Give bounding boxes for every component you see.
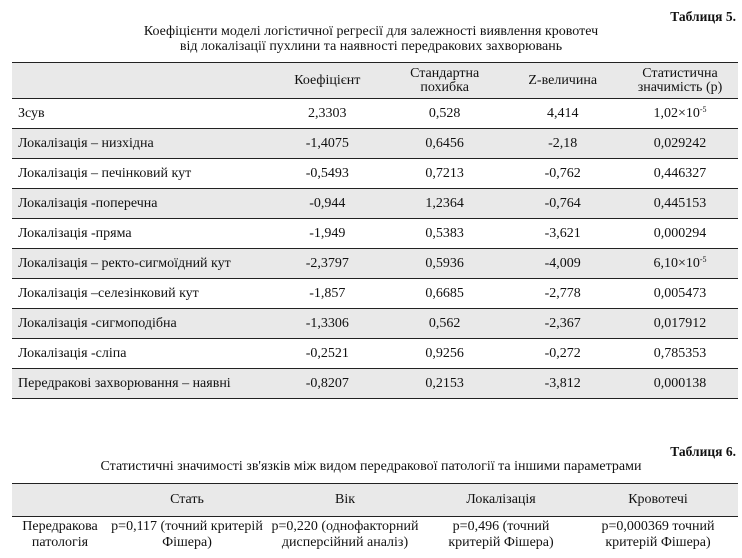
cell-z-value: 4,414	[503, 99, 622, 129]
p-value-base: 0,029242	[653, 135, 707, 151]
cell-coefficient: -1,3306	[269, 309, 386, 339]
header-bleeding: Кровотечі	[578, 484, 738, 517]
cell-p-value	[622, 249, 738, 279]
regression-table	[12, 62, 738, 399]
row-label: Локалізація -сліпа	[12, 339, 269, 369]
cell-p-value	[622, 309, 738, 339]
table5-title	[0, 24, 742, 54]
p-value-base: 6,10×10	[653, 255, 700, 271]
cell-coefficient: -0,5493	[269, 159, 386, 189]
cell-sex: p=0,117 (точний критерій Фішера)	[111, 519, 263, 550]
cell-p-value	[622, 339, 738, 369]
cell-z-value: -4,009	[503, 249, 622, 279]
row-label: Локалізація -пряма	[12, 219, 269, 249]
row-label: Локалізація – ректо-сигмоїдний кут	[12, 249, 269, 279]
p-value-base: 0,017912	[653, 315, 707, 331]
p-value-exponent: -5	[699, 254, 707, 264]
row-label: Передракові захворювання – наявні	[12, 369, 269, 399]
table5-number: Таблиця 5.	[670, 9, 736, 24]
cell-z-value: -2,778	[503, 279, 622, 309]
cell-p-value	[622, 99, 738, 129]
p-value-exponent: -5	[699, 104, 707, 114]
row-label: Локалізація – низхідна	[12, 129, 269, 159]
header-p-value: Статистична значимість (p)	[622, 63, 738, 99]
cell-coefficient: 2,3303	[269, 99, 386, 129]
cell-p-value	[622, 129, 738, 159]
cell-p-value	[622, 369, 738, 399]
header-blank	[12, 484, 108, 517]
cell-coefficient: -1,857	[269, 279, 386, 309]
cell-std-error: 0,2153	[386, 369, 503, 399]
header-coefficient: Коефіцієнт	[269, 63, 386, 99]
table-row	[12, 279, 738, 309]
table-row	[12, 369, 738, 399]
table-header-row	[12, 63, 738, 99]
table5-title-line1: Коефіцієнти моделі логістичної регресії для залежності виявлення кровотеч	[143, 24, 599, 39]
p-value-base: 0,000138	[653, 375, 707, 391]
cell-z-value: -3,812	[503, 369, 622, 399]
header-sex: Стать	[108, 484, 266, 517]
row-label: Передракова патологія	[22, 519, 98, 550]
cell-z-value: -0,272	[503, 339, 622, 369]
table-row	[12, 339, 738, 369]
table-row	[12, 129, 738, 159]
p-value-base: 0,785353	[653, 345, 707, 361]
header-z-value: Z-величина	[503, 63, 622, 99]
cell-coefficient: -1,4075	[269, 129, 386, 159]
table-row	[12, 159, 738, 189]
table-row	[12, 309, 738, 339]
cell-p-value	[622, 219, 738, 249]
table-row	[12, 219, 738, 249]
header-std-error: Стандартна похибка	[386, 63, 503, 99]
p-value-base: 0,446327	[653, 165, 707, 181]
p-value-base: 1,02×10	[653, 105, 700, 121]
p-value-base: 0,000294	[653, 225, 707, 241]
cell-std-error: 0,9256	[386, 339, 503, 369]
cell-std-error: 0,6456	[386, 129, 503, 159]
cell-z-value: -0,764	[503, 189, 622, 219]
cell-std-error: 0,5383	[386, 219, 503, 249]
row-label: Локалізація -поперечна	[12, 189, 269, 219]
table-row	[12, 517, 738, 553]
cell-std-error: 0,5936	[386, 249, 503, 279]
cell-p-value	[622, 189, 738, 219]
table5-title-line2: від локалізації пухлини та наявності передракових захворювань	[179, 39, 563, 54]
cell-coefficient: -0,8207	[269, 369, 386, 399]
cell-coefficient: -2,3797	[269, 249, 386, 279]
cell-age: p=0,220 (однофакторний дисперсійний аналіз)	[271, 519, 419, 550]
cell-bleeding: p=0,000369 точний критерій Фішера)	[601, 519, 715, 550]
row-label: Локалізація –селезінковий кут	[12, 279, 269, 309]
table-row	[12, 249, 738, 279]
p-value-base: 0,005473	[653, 285, 707, 301]
cell-std-error: 0,7213	[386, 159, 503, 189]
cell-z-value: -0,762	[503, 159, 622, 189]
cell-p-value	[622, 279, 738, 309]
header-blank	[12, 63, 269, 99]
table6-title: Статистичні значимості зв'язків між видом передракової патології та іншими параметрами	[100, 459, 642, 474]
row-label: Локалізація -сигмоподібна	[12, 309, 269, 339]
table6-number: Таблиця 6.	[670, 444, 736, 459]
significance-table	[12, 483, 738, 552]
cell-std-error: 0,562	[386, 309, 503, 339]
cell-coefficient: -1,949	[269, 219, 386, 249]
row-label: Локалізація – печінковий кут	[12, 159, 269, 189]
cell-std-error: 0,528	[386, 99, 503, 129]
table-row	[12, 189, 738, 219]
p-value-base: 0,445153	[653, 195, 707, 211]
table-row	[12, 99, 738, 129]
cell-coefficient: -0,2521	[269, 339, 386, 369]
row-label: Зсув	[12, 99, 269, 129]
header-localization: Локалізація	[424, 484, 578, 517]
table-header-row	[12, 484, 738, 517]
cell-z-value: -2,367	[503, 309, 622, 339]
cell-localization: p=0,496 (точний критерій Фішера)	[448, 519, 554, 550]
cell-std-error: 1,2364	[386, 189, 503, 219]
header-age: Вік	[266, 484, 424, 517]
cell-z-value: -2,18	[503, 129, 622, 159]
cell-coefficient: -0,944	[269, 189, 386, 219]
cell-std-error: 0,6685	[386, 279, 503, 309]
cell-p-value	[622, 159, 738, 189]
cell-z-value: -3,621	[503, 219, 622, 249]
